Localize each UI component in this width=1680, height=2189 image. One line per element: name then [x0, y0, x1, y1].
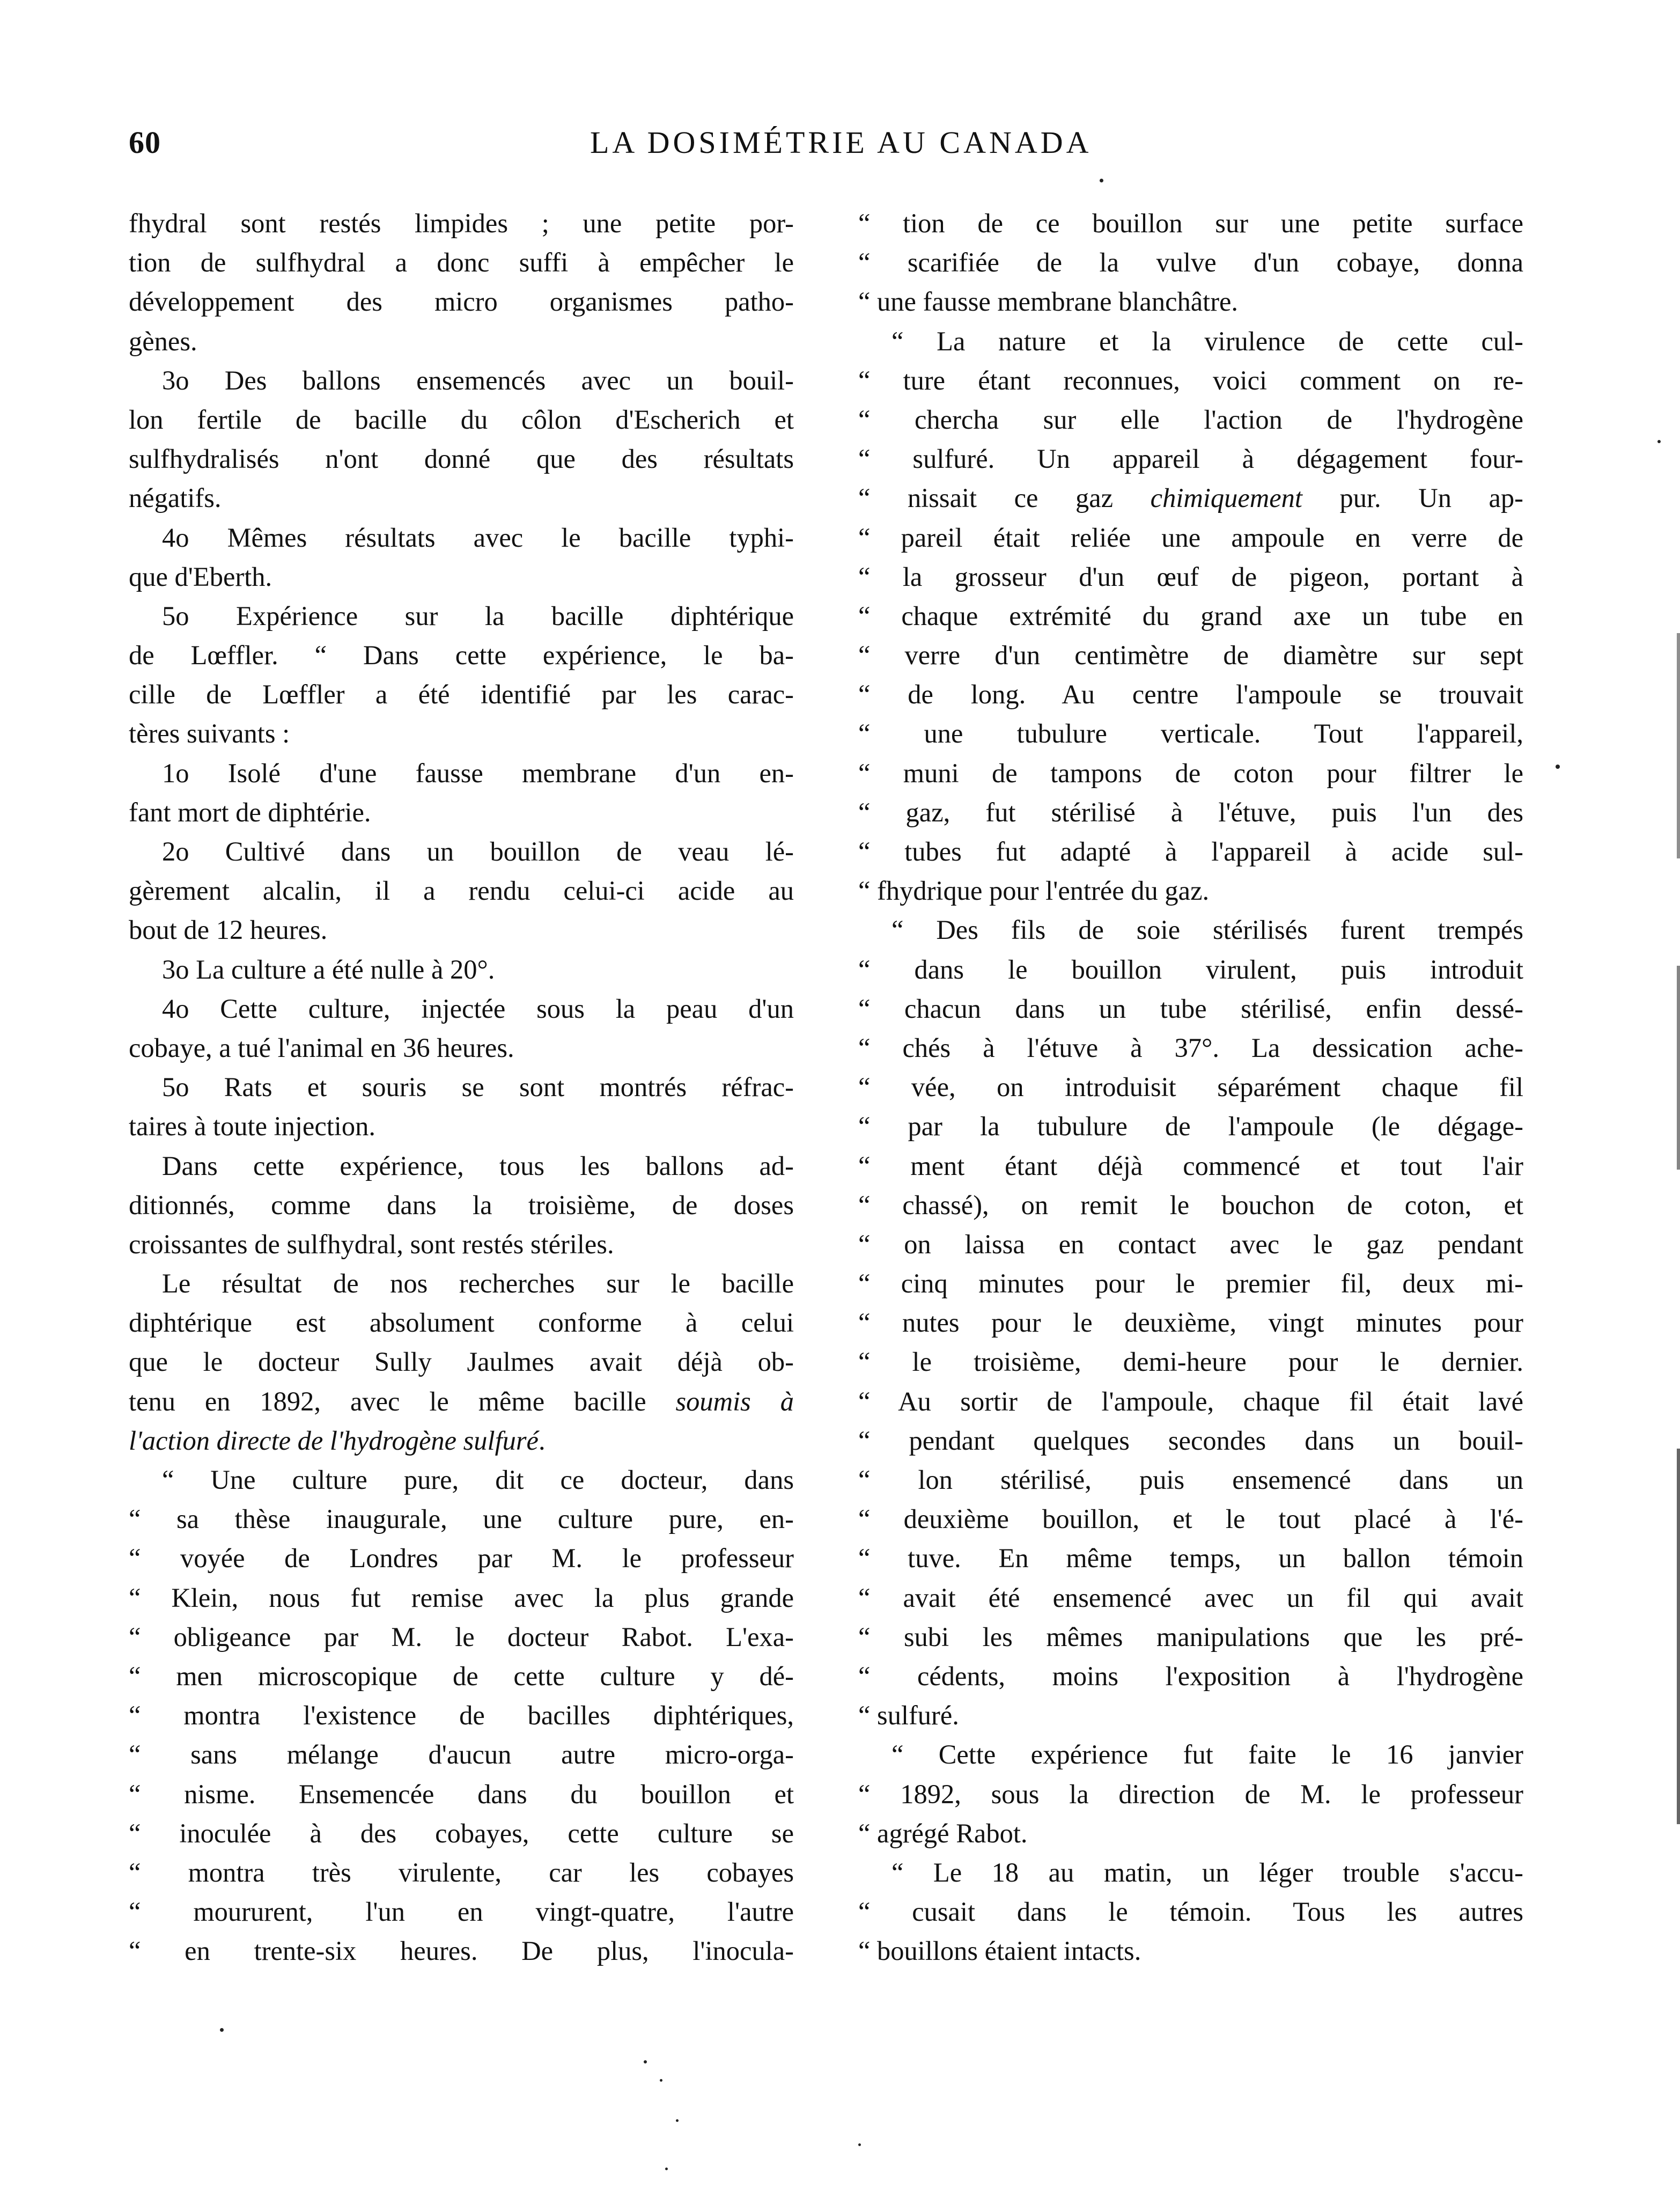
scan-edge-mark	[1677, 1449, 1680, 1824]
text-line: croissantes de sulfhydral, sont restés stériles.	[129, 1229, 614, 1259]
scan-speck	[660, 2079, 662, 2082]
text-line: Dans cette expérience, tous les ballons ad-	[162, 1150, 794, 1181]
text-line: “ lon stérilisé, puis ensemencé dans un	[858, 1465, 1523, 1495]
text-line: “ avait été ensemencé avec un fil qui avait	[858, 1582, 1523, 1613]
text-line: développement des micro organismes patho-	[129, 287, 794, 317]
text-line: 3o La culture a été nulle à 20°.	[162, 954, 495, 985]
text-line: “ deuxième bouillon, et le tout placé à l'é-	[858, 1504, 1523, 1534]
right-text-column	[858, 204, 1523, 1971]
text-line: diphtérique est absolument conforme à celui	[129, 1307, 794, 1338]
text-line: “ tion de ce bouillon sur une petite surface	[858, 208, 1523, 238]
text-line: “ dans le bouillon virulent, puis introduit	[858, 954, 1523, 985]
text-line: “ agrégé Rabot.	[858, 1818, 1028, 1848]
text-line: gèrement alcalin, il a rendu celui-ci acide au	[129, 876, 794, 906]
text-line: “ bouillons étaient intacts.	[858, 1936, 1141, 1966]
text-line: “ moururent, l'un en vingt-quatre, l'autre	[129, 1897, 794, 1927]
text-line: “ ture étant reconnues, voici comment on re-	[858, 365, 1523, 395]
text-line: négatifs.	[129, 483, 222, 513]
text-line: “ pendant quelques secondes dans un bouil-	[858, 1425, 1523, 1456]
scan-speck	[644, 2060, 647, 2063]
text-line: 3o Des ballons ensemencés avec un bouil-	[162, 365, 794, 395]
text-line: “ nissait ce gaz chimiquement pur. Un ap-	[858, 483, 1523, 513]
text-line: fhydral sont restés limpides ; une petite por-	[129, 208, 794, 238]
text-line: 2o Cultivé dans un bouillon de veau lé-	[162, 836, 794, 866]
text-line: 4o Cette culture, injectée sous la peau d'un	[162, 993, 794, 1024]
text-line: “ Une culture pure, dit ce docteur, dans	[162, 1465, 794, 1495]
text-line: “ inoculée à des cobayes, cette culture se	[129, 1818, 794, 1848]
text-line: “ scarifiée de la vulve d'un cobaye, donna	[858, 247, 1523, 278]
scan-edge-mark	[1677, 966, 1680, 1170]
text-line: “ le troisième, demi-heure pour le dernier.	[858, 1347, 1523, 1377]
scan-speck	[1556, 765, 1560, 769]
text-line: “ fhydrique pour l'entrée du gaz.	[858, 876, 1210, 906]
text-line: “ Le 18 au matin, un léger trouble s'accu-	[891, 1857, 1523, 1887]
text-line: “ men microscopique de cette culture y dé-	[129, 1661, 794, 1691]
left-text-column	[129, 204, 794, 1971]
text-line: “ Au sortir de l'ampoule, chaque fil était lavé	[858, 1386, 1523, 1416]
text-line: “ obligeance par M. le docteur Rabot. L'exa-	[129, 1621, 794, 1652]
scan-speck	[1100, 179, 1103, 182]
text-line: “ chaque extrémité du grand axe un tube en	[858, 600, 1523, 631]
text-line: “ chacun dans un tube stérilisé, enfin dessé-	[858, 993, 1523, 1024]
text-line: “ gaz, fut stérilisé à l'étuve, puis l'un des	[858, 797, 1523, 827]
text-line: cobaye, a tué l'animal en 36 heures.	[129, 1032, 514, 1063]
text-line: “ Cette expérience fut faite le 16 janvier	[891, 1739, 1523, 1770]
scan-speck	[858, 2143, 861, 2146]
text-line: “ nisme. Ensemencée dans du bouillon et	[129, 1779, 794, 1809]
text-line: fant mort de diphtérie.	[129, 797, 371, 827]
text-line: “ en trente-six heures. De plus, l'inocula-	[129, 1936, 794, 1966]
text-line: “ une fausse membrane blanchâtre.	[858, 287, 1239, 317]
text-line: “ cusait dans le témoin. Tous les autres	[858, 1897, 1523, 1927]
text-line: “ une tubulure verticale. Tout l'appareil,	[858, 718, 1523, 749]
text-line: “ voyée de Londres par M. le professeur	[129, 1543, 794, 1574]
text-line: 5o Rats et souris se sont montrés réfrac-	[162, 1072, 794, 1103]
page-header	[129, 124, 1116, 173]
text-line: tion de sulfhydral a donc suffi à empêcher le	[129, 247, 794, 278]
text-line: “ chercha sur elle l'action de l'hydrogène	[858, 404, 1523, 435]
text-line: “ cédents, moins l'exposition à l'hydrogène	[858, 1661, 1523, 1691]
text-line: 1o Isolé d'une fausse membrane d'un en-	[162, 758, 794, 788]
text-line: ditionnés, comme dans la troisième, de doses	[129, 1189, 794, 1220]
text-line: “ ment étant déjà commencé et tout l'air	[858, 1150, 1523, 1181]
text-line: “ verre d'un centimètre de diamètre sur sept	[858, 640, 1523, 671]
text-line: “ subi les mêmes manipulations que les pré-	[858, 1621, 1523, 1652]
text-line: de Lœffler. “ Dans cette expérience, le ba-	[129, 640, 794, 671]
text-line: “ La nature et la virulence de cette cul-	[891, 326, 1523, 356]
text-line: “ chés à l'étuve à 37°. La dessication ache-	[858, 1032, 1523, 1063]
text-line: “ montra très virulente, car les cobayes	[129, 1857, 794, 1887]
text-line: “ Des fils de soie stérilisés furent trempés	[891, 915, 1523, 945]
text-line: “ la grosseur d'un œuf de pigeon, portant à	[858, 561, 1523, 592]
scan-speck	[1657, 440, 1661, 443]
scan-speck	[665, 2168, 668, 2170]
text-line: “ sans mélange d'aucun autre micro-orga-	[129, 1739, 794, 1770]
text-line: “ de long. Au centre l'ampoule se trouvait	[858, 679, 1523, 710]
text-line: “ vée, on introduisit séparément chaque fil	[858, 1072, 1523, 1103]
text-line: “ nutes pour le deuxième, vingt minutes pour	[858, 1307, 1523, 1338]
text-line: “ chassé), on remit le bouchon de coton, et	[858, 1189, 1523, 1220]
text-line: “ on laissa en contact avec le gaz pendant	[858, 1229, 1523, 1259]
scan-speck	[220, 2028, 224, 2032]
text-line: cille de Lœffler a été identifié par les carac-	[129, 679, 794, 710]
page-number: 60	[129, 125, 161, 160]
text-line: taires à toute injection.	[129, 1111, 375, 1142]
text-line: “ sa thèse inaugurale, une culture pure, en-	[129, 1504, 794, 1534]
text-line: 4o Mêmes résultats avec le bacille typhi-	[162, 522, 794, 553]
scan-speck	[676, 2119, 679, 2122]
text-line: Le résultat de nos recherches sur le bacille	[162, 1268, 794, 1299]
text-line: “ sulfuré. Un appareil à dégagement four-	[858, 444, 1523, 474]
text-line: l'action directe de l'hydrogène sulfuré.	[129, 1425, 546, 1456]
text-line: bout de 12 heures.	[129, 915, 328, 945]
text-line: sulfhydralisés n'ont donné que des résultats	[129, 444, 794, 474]
text-line: “ tubes fut adapté à l'appareil à acide sul-	[858, 836, 1523, 866]
text-line: 5o Expérience sur la bacille diphtérique	[162, 600, 794, 631]
text-line: “ muni de tampons de coton pour filtrer le	[858, 758, 1523, 788]
text-line: que le docteur Sully Jaulmes avait déjà ob-	[129, 1347, 794, 1377]
text-line: lon fertile de bacille du côlon d'Escherich et	[129, 404, 794, 435]
text-line: “ tuve. En même temps, un ballon témoin	[858, 1543, 1523, 1574]
text-line: “ par la tubulure de l'ampoule (le dégage-	[858, 1111, 1523, 1142]
text-line: gènes.	[129, 326, 197, 356]
text-line: tères suivants :	[129, 718, 290, 749]
text-line: que d'Eberth.	[129, 561, 272, 592]
text-line: tenu en 1892, avec le même bacille soumis à	[129, 1386, 794, 1416]
text-line: “ pareil était reliée une ampoule en verre de	[858, 522, 1523, 553]
text-line: “ cinq minutes pour le premier fil, deux mi-	[858, 1268, 1523, 1299]
text-line: “ sulfuré.	[858, 1700, 959, 1731]
text-line: “ 1892, sous la direction de M. le professeur	[858, 1779, 1523, 1809]
text-line: “ Klein, nous fut remise avec la plus grande	[129, 1582, 794, 1613]
scan-edge-mark	[1677, 633, 1680, 858]
running-title: LA DOSIMÉTRIE AU CANADA	[590, 125, 1092, 160]
text-line: “ montra l'existence de bacilles diphtériques,	[129, 1700, 794, 1731]
